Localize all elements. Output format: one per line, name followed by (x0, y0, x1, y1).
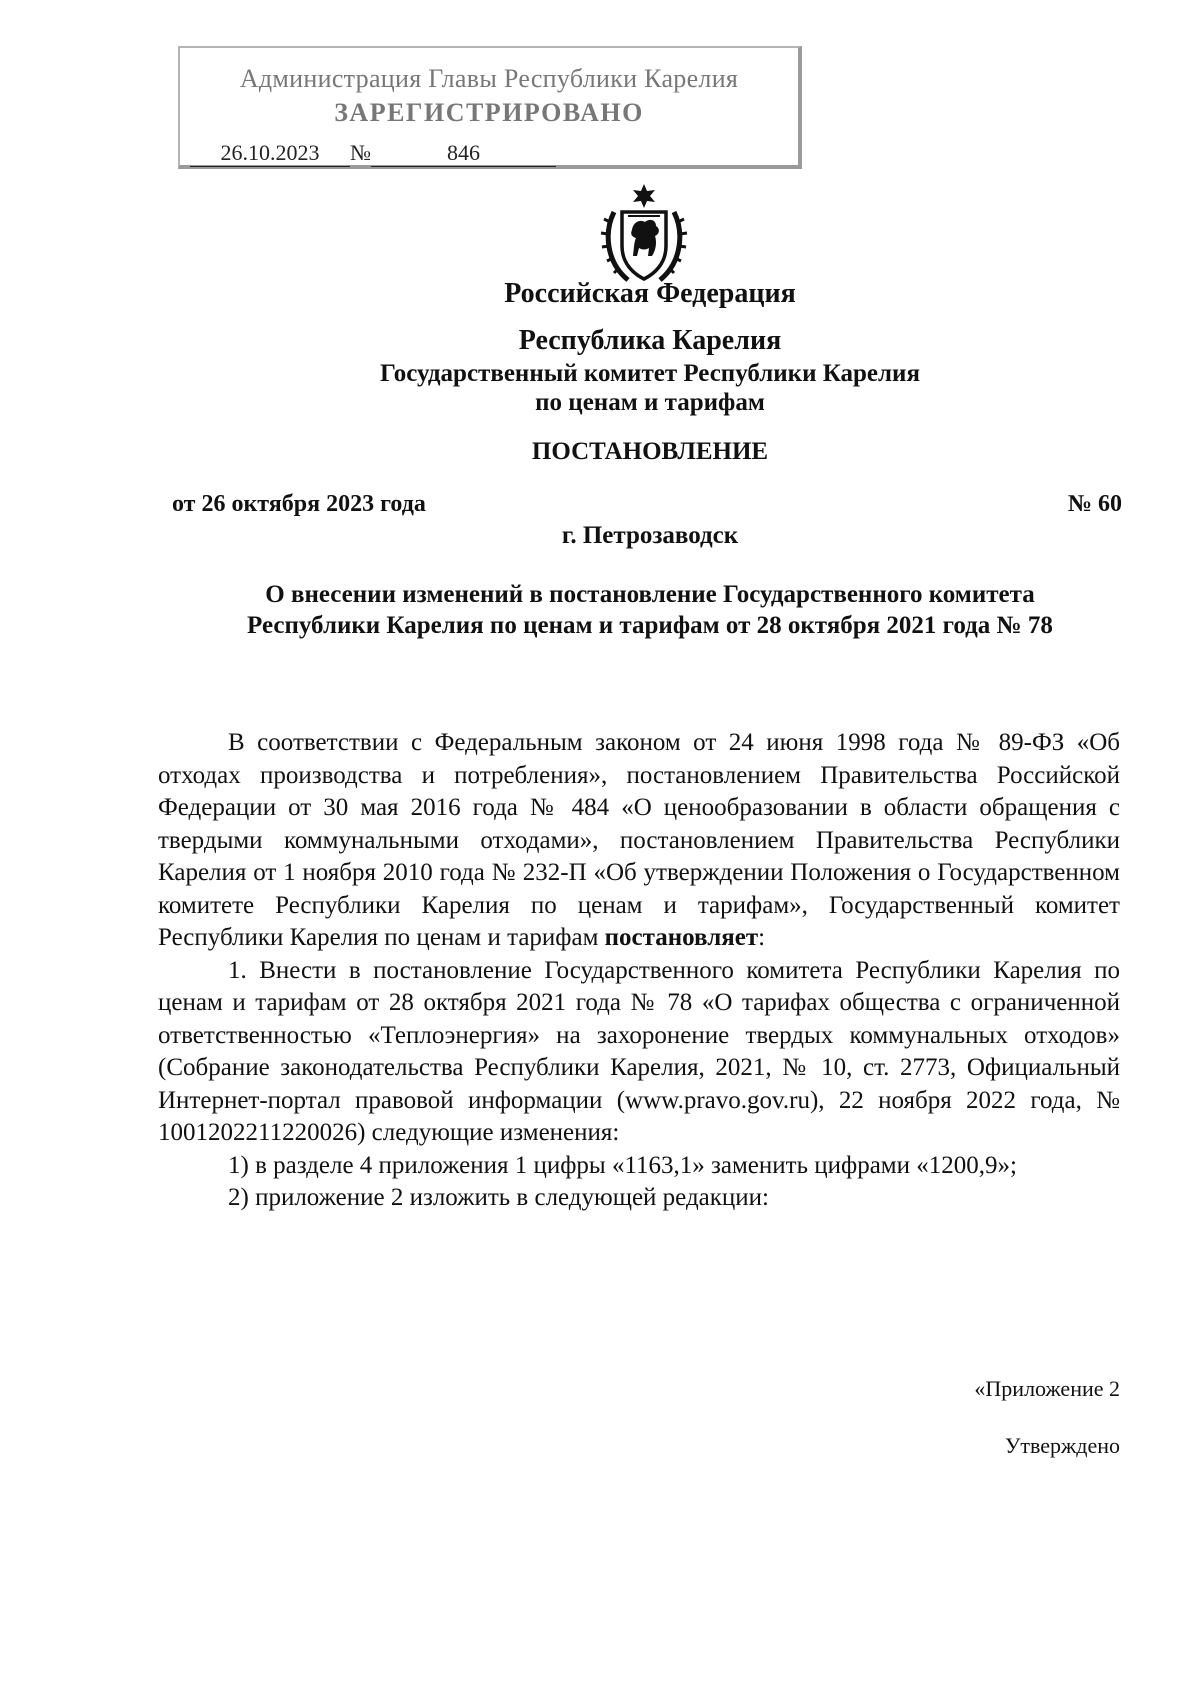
paragraph-item-1: 1. Внести в постановление Государственного комитета Республики Карелия по ценам и тарифам от 28 октября 2021 года № 78 «О тарифах общества с ограниченной ответственностью «Теплоэнергия» на захоронение твердых коммунальных отходов» (Собрание законодательства Республики Карелия, 2021, № 10, ст. 2773, Официальный Интернет-портал правовой информации (www.pravo.gov.ru), 22 ноября 2022 года, № 1001202211220026) следующие изменения: (158, 956, 1120, 1146)
registration-stamp (178, 46, 802, 169)
document-type: ПОСТАНОВЛЕНИЕ (531, 438, 769, 465)
stamp-registered: ЗАРЕГИСТРИРОВАНО (334, 98, 644, 127)
document-city: г. Петрозаводск (561, 522, 739, 549)
stamp-administration: Администрация Главы Республики Карелия (239, 64, 739, 93)
sub-item-1: 1) в разделе 4 приложения 1 цифры «1163,1» заменить цифрами «1200,9»; (228, 1151, 1017, 1179)
header-committee-line1: Государственный комитет Республики Карелия (380, 360, 920, 387)
coat-of-arms-icon (600, 182, 688, 288)
appendix-label: «Приложение 2 (974, 1376, 1120, 1401)
preamble-end: : (758, 924, 766, 951)
appendix-approved: Утверждено (1004, 1433, 1120, 1458)
document-number: № 60 (1067, 491, 1122, 517)
header-committee-line2: по ценам и тарифам (535, 389, 765, 416)
sub-item-2: 2) приложение 2 изложить в следующей редакции: (228, 1184, 769, 1211)
header-republic: Республика Карелия (518, 325, 782, 356)
paragraph-preamble (158, 727, 1120, 955)
preamble-bold-verb: постановляет (604, 924, 759, 951)
document-body (158, 727, 1120, 1215)
document-title-line2: Республики Карелия по ценам и тарифам от 28 октября 2021 года № 78 (247, 612, 1053, 639)
document-title-line1: О внесении изменений в постановление Государственного комитета (265, 581, 1035, 608)
header-federation: Российская Федерация (504, 278, 796, 309)
stamp-number-sign: № (350, 140, 371, 165)
stamp-registration-line (190, 140, 556, 167)
stamp-number: 846 (371, 140, 556, 167)
document-date: от 26 октября 2023 года (172, 491, 426, 517)
preamble-text: В соответствии с Федеральным законом от 24 июня 1998 года № 89-ФЗ «Об отходах производства и потребления», постановлением Правительства Российской Федерации от 30 мая 2016 года № 484 «О ценообразовании в области обращения с твердыми коммунальными отходами», постановлением Правительства Республики Карелия от 1 ноября 2010 года № 232-П «Об утверждении Положения о Государственном комитете Республики Карелия по ценам и тарифам», Государственный комитет Республики Карелия по ценам и тарифам (158, 729, 1120, 951)
stamp-date: 26.10.2023 (190, 140, 350, 167)
